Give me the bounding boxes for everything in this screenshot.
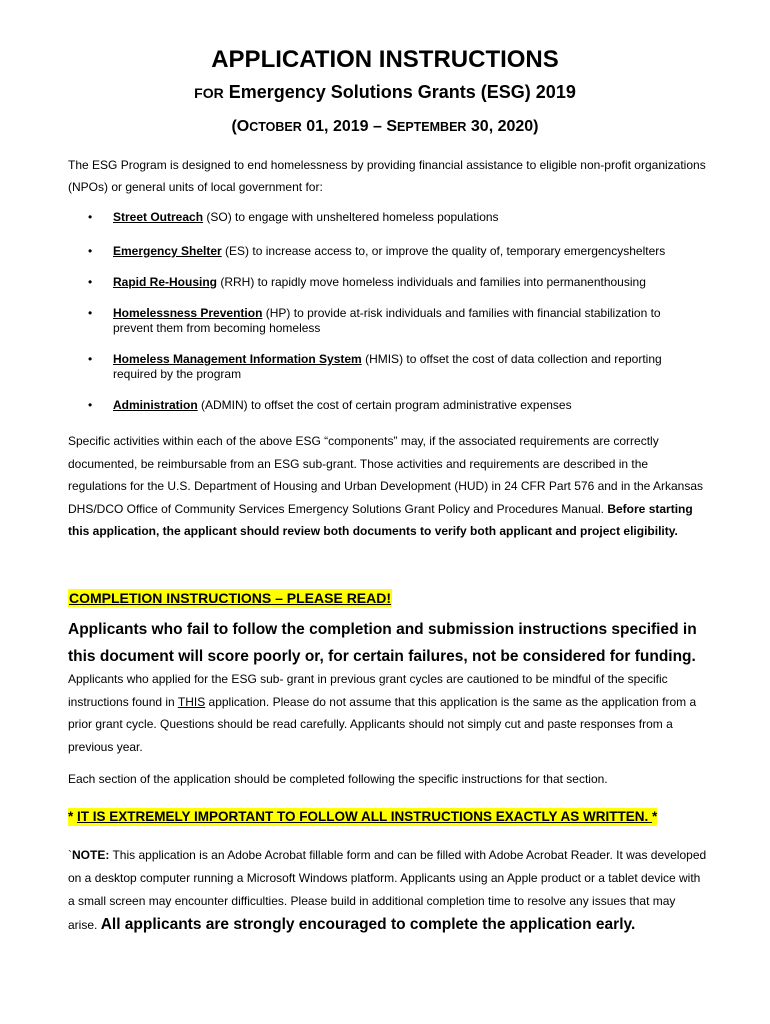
grant-period-part: EPTEMBER: [397, 120, 467, 134]
grant-period: [0, 118, 770, 136]
section-instructions-paragraph: Each section of the application should be completed following the specific instructions for that section.: [68, 772, 608, 786]
bullet-icon: •: [88, 306, 93, 320]
component-description: (RRH) to rapidly move homeless individuals and families into permanenthousing: [217, 275, 646, 289]
completion-heading: COMPLETION INSTRUCTIONS – PLEASE READ!: [69, 590, 392, 606]
note-emphasis: All applicants are strongly encouraged to complete the application early.: [100, 916, 636, 933]
important-banner: [68, 808, 657, 826]
important-star: *: [68, 809, 78, 824]
subtitle-for: FOR: [194, 85, 224, 101]
component-term: Rapid Re-Housing: [113, 275, 217, 289]
activities-emphasis: Before starting this application, the applicant should review both documents to verify both applicant and project eligibility.: [68, 501, 693, 538]
component-term: Homelessness Prevention: [113, 306, 263, 320]
this-emphasis: THIS: [177, 694, 206, 709]
note-label: NOTE:: [72, 848, 110, 862]
activities-text: Specific activities within each of the above ESG “components” may, if the associated requirements are correctly documented, be reimbursable from an ESG sub-grant. Those activities and requirements are described in the regulations for the U.S. Department of Housing and Urban Development (HUD) in 24 CFR Part 576 and in the Arkansas DHS/DCO Office of Community Services Emergency Solutions Grant Policy and Procedures Manual.: [68, 434, 703, 516]
component-description: (SO) to engage with unsheltered homeless populations: [203, 210, 499, 224]
bullet-icon: •: [88, 352, 93, 366]
prior-applicants-text: application. Please do not assume that this application is the same as the application from a prior grant cycle. Questions should be read carefully. Applicants should not simply cut and paste responses from a previous year.: [68, 694, 697, 754]
page-title: APPLICATION INSTRUCTIONS: [211, 46, 559, 73]
subtitle-program: Emergency Solutions Grants (ESG) 2019: [228, 82, 576, 102]
activities-paragraph: [68, 430, 708, 543]
grant-period-part: CTOBER: [249, 120, 302, 134]
prior-applicants-paragraph: [68, 668, 708, 758]
component-description: (ES) to increase access to, or improve the quality of, temporary emergencyshelters: [221, 244, 666, 258]
component-term: Street Outreach: [113, 210, 204, 224]
component-term: Administration: [113, 398, 198, 412]
grant-period-part: 30, 2020): [466, 118, 539, 135]
bullet-icon: •: [88, 244, 93, 258]
intro-paragraph: The ESG Program is designed to end homelessness by providing financial assistance to eligible non-profit organizations (NPOs) or general units of local government for:: [68, 158, 706, 194]
component-term: Emergency Shelter: [113, 244, 222, 258]
important-star: *: [652, 809, 658, 824]
page-subtitle: [0, 82, 770, 103]
note-text: This application is an Adobe Acrobat fillable form and can be filled with Adobe Acrobat Reader. It was developed on a desktop computer running a Microsoft Windows platform. Applicants using an Apple product or a tablet device with a small screen may encounter difficulties. Please build in additional completion time to resolve any issues that may arise.: [68, 848, 707, 932]
prior-applicants-text: Applicants who applied for the ESG sub- grant in previous grant cycles are cautioned to be mindful of the specific instructions found in: [68, 672, 668, 709]
component-description: (HMIS) to offset the cost of data collection and reporting required by the program: [113, 352, 662, 381]
grant-period-part: 01, 2019 – S: [301, 118, 397, 135]
component-term: Homeless Management Information System: [113, 352, 362, 366]
component-description: (HP) to provide at-risk individuals and families with financial stabilization to prevent them from becoming homeless: [113, 306, 661, 335]
bullet-icon: •: [88, 210, 93, 224]
note-prefix: `: [68, 848, 72, 862]
grant-period-part: (O: [231, 118, 250, 135]
funding-warning: Applicants who fail to follow the completion and submission instructions specified in this document will score poorly or, for certain failures, not be considered for funding.: [68, 621, 697, 665]
bullet-icon: •: [88, 398, 93, 412]
important-text: IT IS EXTREMELY IMPORTANT TO FOLLOW ALL INSTRUCTIONS EXACTLY AS WRITTEN.: [77, 809, 653, 824]
bullet-icon: •: [88, 275, 93, 289]
note-paragraph: [68, 844, 708, 937]
component-description: (ADMIN) to offset the cost of certain program administrative expenses: [197, 398, 572, 412]
